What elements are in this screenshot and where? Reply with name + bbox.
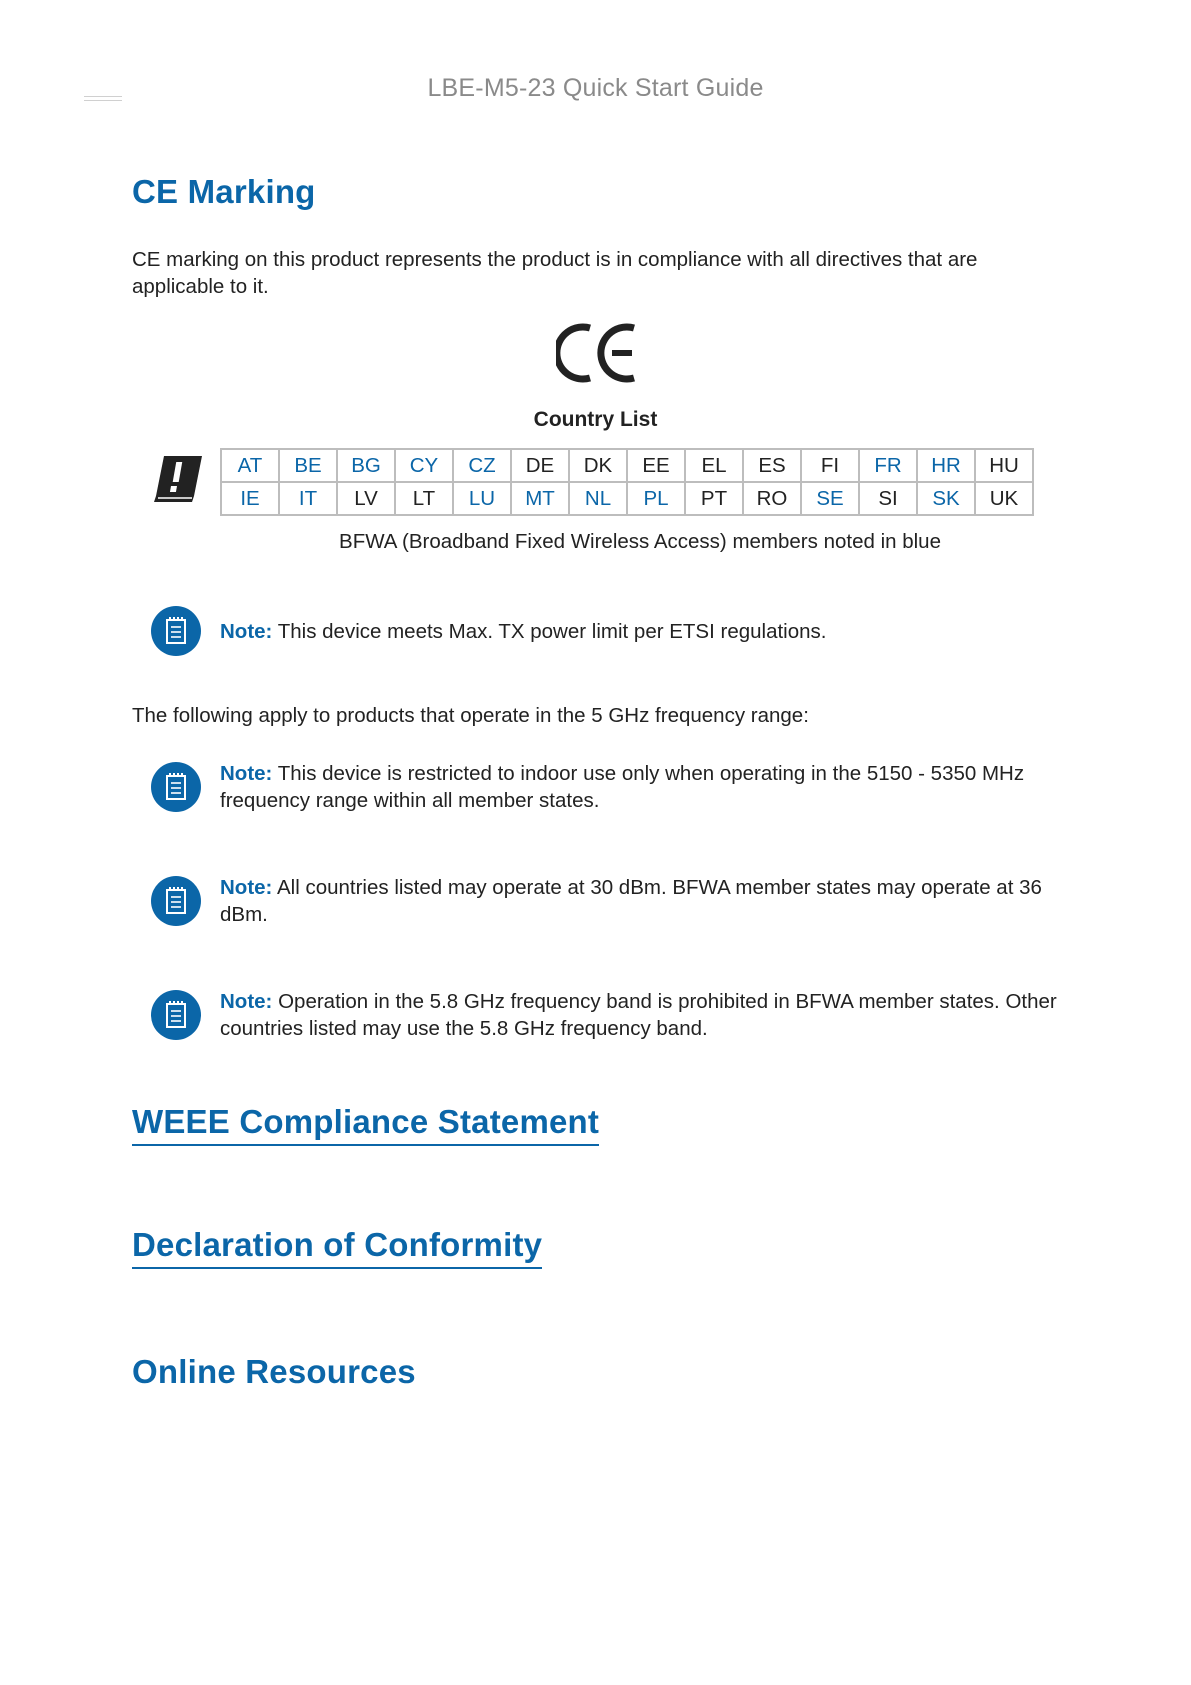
country-cell: DK: [569, 449, 627, 482]
country-cell: EL: [685, 449, 743, 482]
country-cell: FI: [801, 449, 859, 482]
note-label: Note:: [220, 762, 273, 785]
country-caption: BFWA (Broadband Fixed Wireless Access) members noted in blue: [339, 530, 941, 553]
country-cell: CZ: [453, 449, 511, 482]
ce-marking-body: CE marking on this product represents the product is in compliance with all directives that are applicable to it.: [132, 248, 978, 298]
online-resources-heading: Online Resources: [132, 1353, 416, 1390]
country-cell: SK: [917, 482, 975, 515]
country-cell: BG: [337, 449, 395, 482]
country-cell: PL: [627, 482, 685, 515]
note-label: Note:: [220, 876, 273, 899]
weee-heading[interactable]: WEEE Compliance Statement: [132, 1102, 599, 1146]
frequency-intro: The following apply to products that operate in the 5 GHz frequency range:: [132, 704, 809, 727]
country-cell: SI: [859, 482, 917, 515]
note-icon: [150, 761, 202, 813]
country-cell: RO: [743, 482, 801, 515]
country-cell: IE: [221, 482, 279, 515]
country-cell: PT: [685, 482, 743, 515]
country-row: [221, 482, 1033, 515]
country-cell: HU: [975, 449, 1033, 482]
note-2: [220, 760, 1070, 814]
note-icon: [150, 989, 202, 1041]
note-label: Note:: [220, 990, 273, 1013]
country-cell: BE: [279, 449, 337, 482]
country-cell: IT: [279, 482, 337, 515]
country-cell: LU: [453, 482, 511, 515]
note-text: This device meets Max. TX power limit per ETSI regulations.: [277, 620, 827, 643]
country-cell: UK: [975, 482, 1033, 515]
note-4: [220, 988, 1070, 1042]
country-table: [220, 448, 1034, 516]
note-label: Note:: [220, 620, 273, 643]
note-3: [220, 874, 1070, 928]
country-cell: AT: [221, 449, 279, 482]
country-cell: NL: [569, 482, 627, 515]
running-header: LBE-M5-23 Quick Start Guide: [427, 74, 764, 102]
note-text: Operation in the 5.8 GHz frequency band is prohibited in BFWA member states. Other countries listed may use the 5.8 GHz frequency band.: [220, 990, 1057, 1040]
note-icon: [150, 875, 202, 927]
country-cell: EE: [627, 449, 685, 482]
country-cell: HR: [917, 449, 975, 482]
country-cell: LT: [395, 482, 453, 515]
declaration-heading[interactable]: Declaration of Conformity: [132, 1225, 542, 1269]
note-1: [220, 618, 1070, 645]
country-cell: DE: [511, 449, 569, 482]
country-cell: ES: [743, 449, 801, 482]
country-cell: FR: [859, 449, 917, 482]
ce-mark-icon: [556, 322, 640, 384]
country-cell: LV: [337, 482, 395, 515]
note-icon: [150, 605, 202, 657]
warning-book-icon: [150, 452, 206, 504]
country-row: [221, 449, 1033, 482]
country-cell: MT: [511, 482, 569, 515]
note-text: All countries listed may operate at 30 dBm. BFWA member states may operate at 36 dBm.: [220, 876, 1042, 926]
country-cell: SE: [801, 482, 859, 515]
note-text: This device is restricted to indoor use only when operating in the 5150 - 5350 MHz frequency range within all member states.: [220, 762, 1025, 812]
country-list-title: Country List: [533, 408, 658, 431]
ce-marking-heading: CE Marking: [132, 173, 316, 210]
country-cell: CY: [395, 449, 453, 482]
